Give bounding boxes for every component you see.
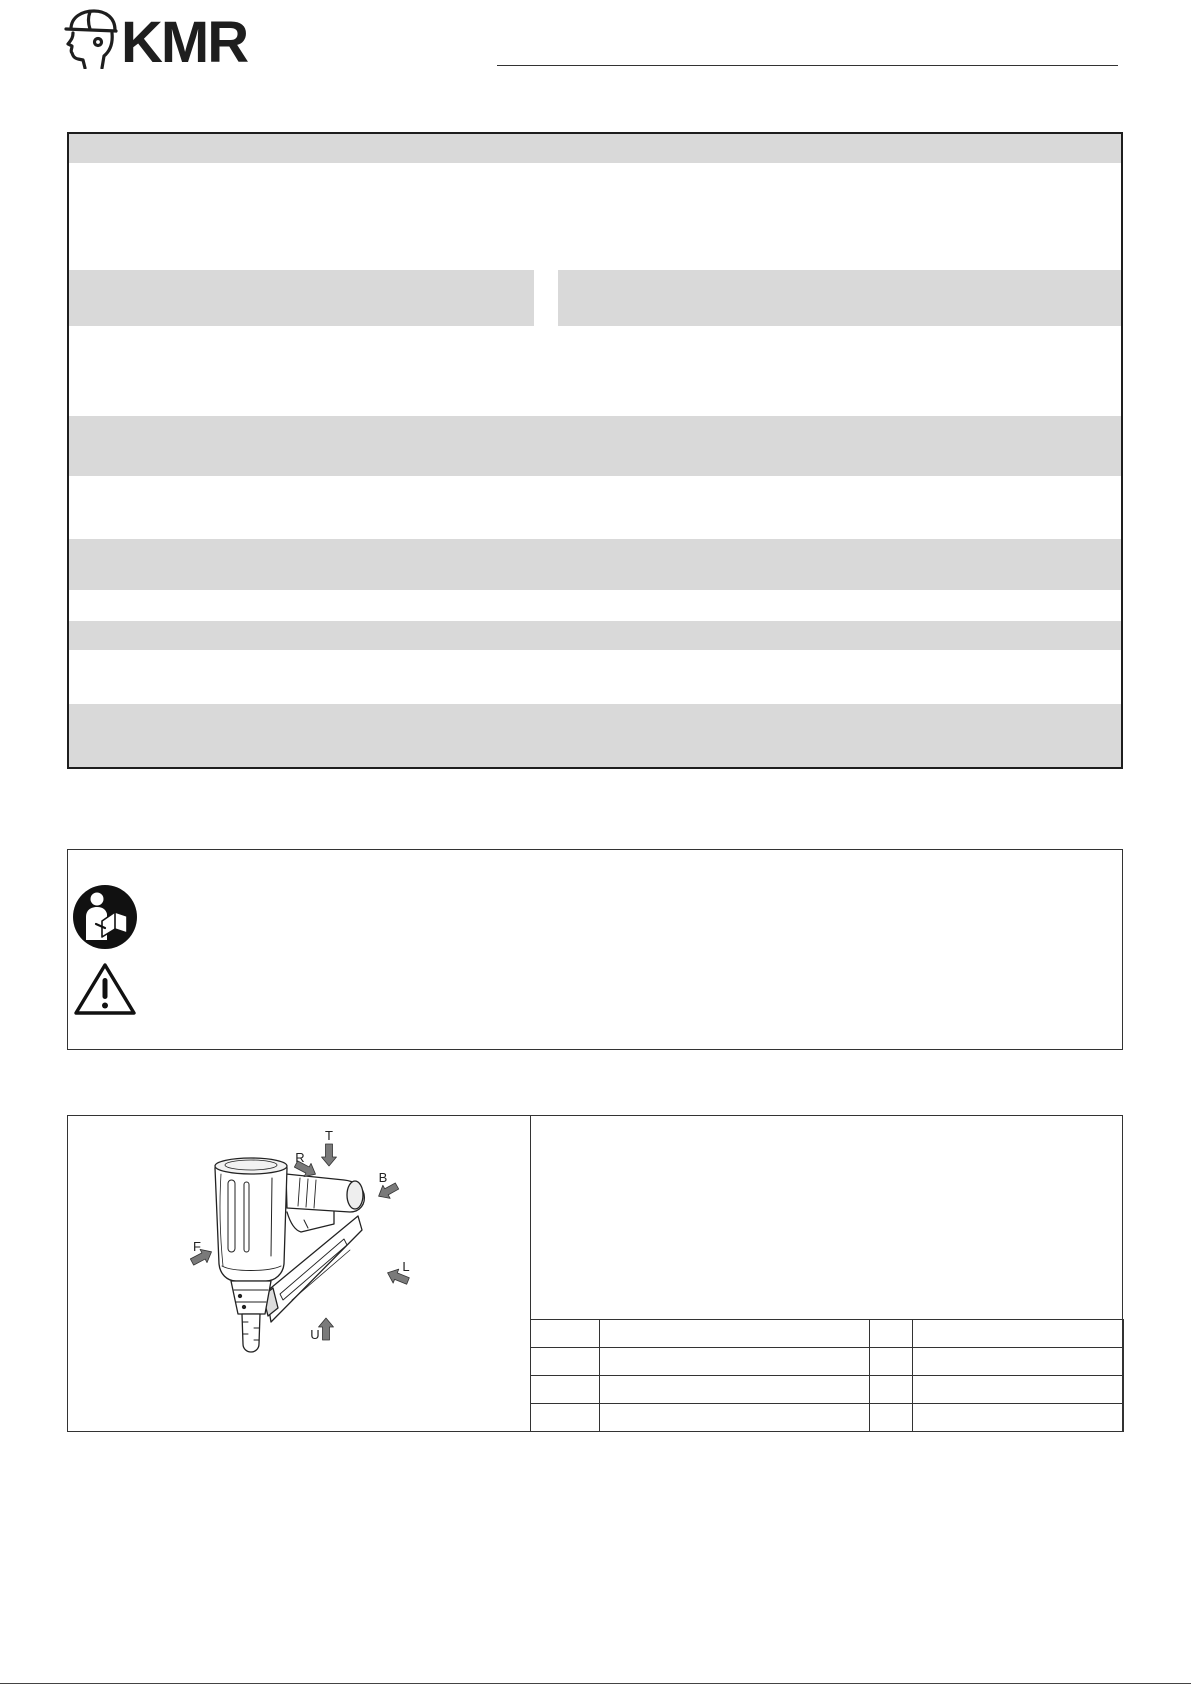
direction-label-r: R bbox=[295, 1150, 305, 1165]
section-header-band-1 bbox=[69, 134, 1121, 163]
table-cell bbox=[600, 1320, 870, 1348]
direction-label-t: T bbox=[325, 1128, 333, 1143]
nail-gun-body bbox=[215, 1158, 364, 1352]
table-cell bbox=[600, 1348, 870, 1376]
nail-gun-drawing-icon bbox=[68, 1116, 530, 1431]
table-cell bbox=[870, 1376, 913, 1404]
table-cell bbox=[531, 1348, 600, 1376]
direction-label-u: U bbox=[310, 1327, 320, 1342]
section-header-band-3 bbox=[69, 539, 1121, 590]
field-box-left bbox=[69, 270, 534, 326]
safety-notice-box bbox=[67, 849, 1123, 1050]
specification-box bbox=[67, 132, 1123, 769]
table-cell bbox=[870, 1320, 913, 1348]
table-row bbox=[531, 1348, 1124, 1376]
arrow-under bbox=[319, 1318, 334, 1340]
table-cell bbox=[913, 1376, 1124, 1404]
table-row bbox=[531, 1376, 1124, 1404]
spec-table bbox=[530, 1319, 1124, 1432]
footer-rule bbox=[0, 1683, 1191, 1684]
section-header-band-4 bbox=[69, 621, 1121, 650]
read-manual-icon bbox=[72, 884, 138, 950]
field-box-right bbox=[558, 270, 1121, 326]
warning-icon bbox=[73, 962, 137, 1016]
tool-figure-box bbox=[67, 1115, 1123, 1432]
hardhat-head-logo-icon bbox=[64, 9, 118, 69]
table-cell bbox=[600, 1404, 870, 1432]
header-rule bbox=[497, 65, 1118, 66]
table-cell bbox=[913, 1348, 1124, 1376]
section-header-band-5 bbox=[69, 704, 1121, 767]
table-cell bbox=[600, 1376, 870, 1404]
table-cell bbox=[870, 1348, 913, 1376]
table-cell bbox=[531, 1320, 600, 1348]
table-cell bbox=[913, 1320, 1124, 1348]
table-row bbox=[531, 1320, 1124, 1348]
table-cell bbox=[870, 1404, 913, 1432]
arrow-top bbox=[322, 1144, 337, 1166]
table-cell bbox=[531, 1404, 600, 1432]
direction-label-f: F bbox=[193, 1239, 201, 1254]
logo-wordmark: KMR bbox=[121, 10, 248, 75]
section-header-band-2 bbox=[69, 416, 1121, 476]
table-row bbox=[531, 1404, 1124, 1432]
direction-label-b: B bbox=[378, 1170, 388, 1185]
table-cell bbox=[913, 1404, 1124, 1432]
table-cell bbox=[531, 1376, 600, 1404]
direction-label-l: L bbox=[402, 1259, 410, 1274]
